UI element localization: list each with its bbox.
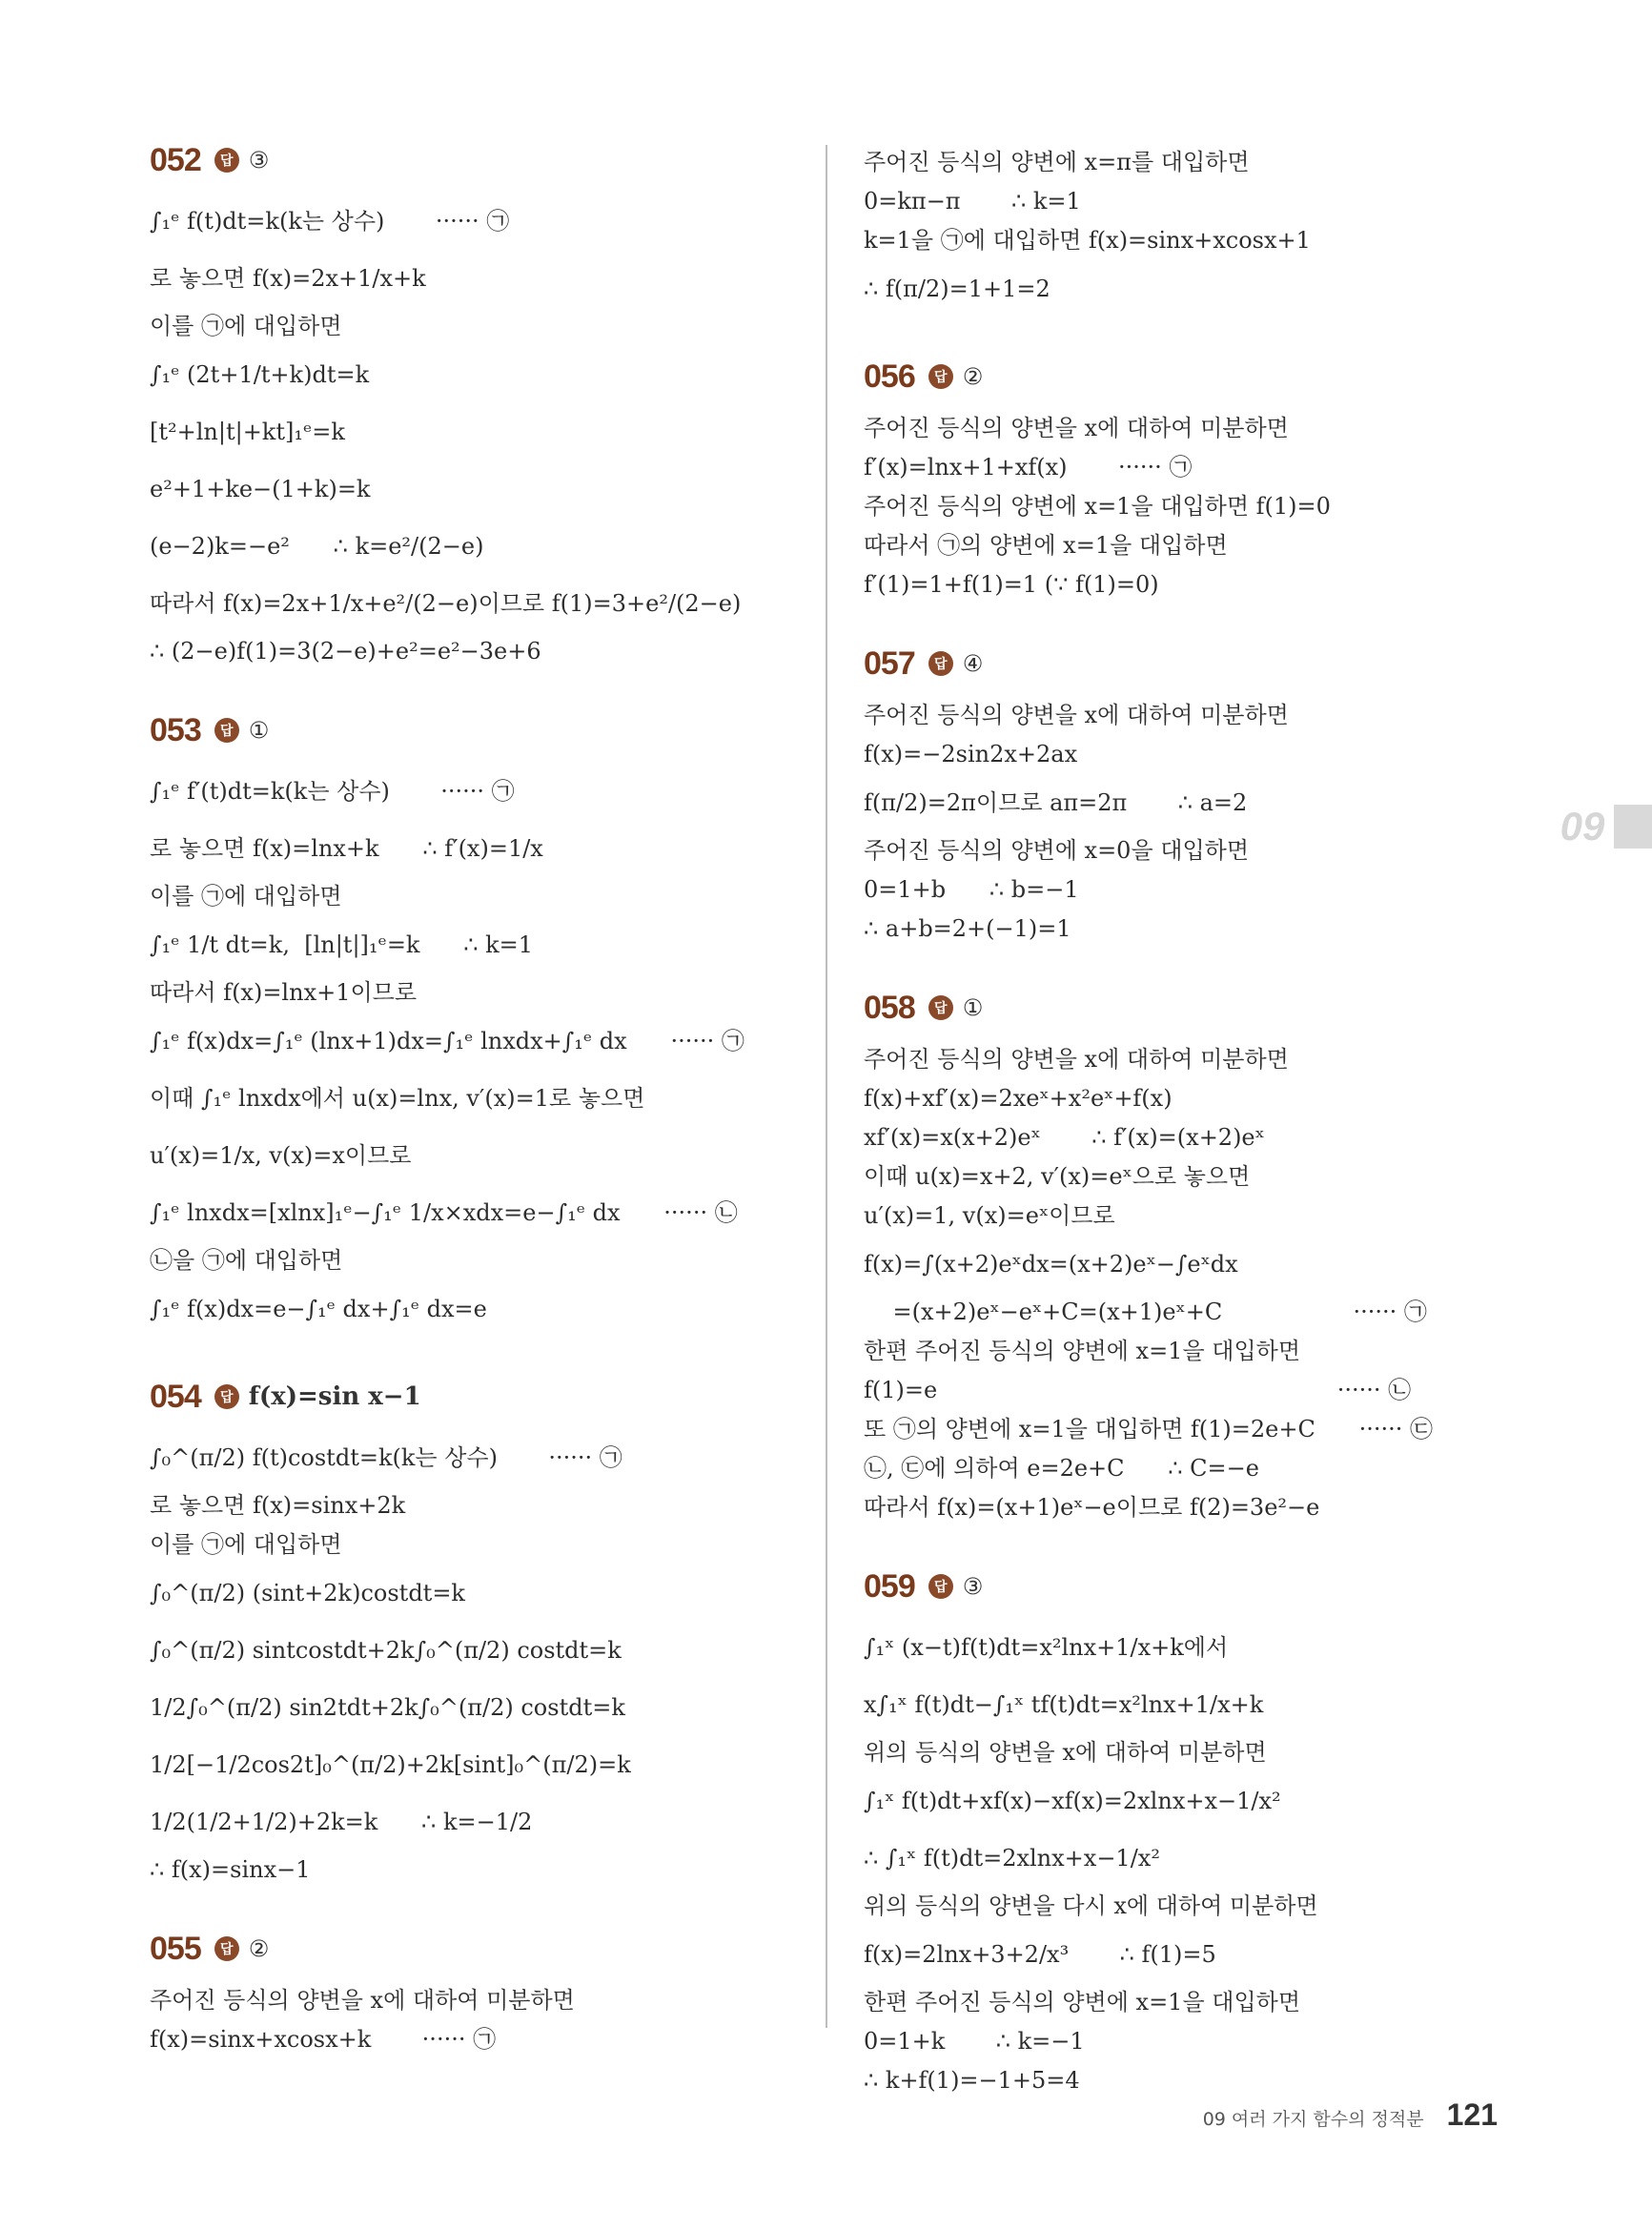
problem-059	[864, 1560, 1483, 2100]
solution-line: ∫₁ᵉ (2t+1/t+k)dt=k	[150, 361, 370, 388]
problem-055-continued	[864, 143, 1483, 317]
solution-line: 위의 등식의 양변을 다시 x에 대하여 미분하면	[864, 1892, 1318, 1919]
solution-line: ∴ f(π/2)=1+1=2	[864, 276, 1050, 302]
answer-badge: 답	[928, 651, 953, 676]
solution-line: ∫₁ˣ f(t)dt+xf(x)−xf(x)=2xlnx+x−1/x²	[864, 1788, 1281, 1814]
solution-line: f(x)=∫(x+2)eˣdx=(x+2)eˣ−∫eˣdx	[864, 1251, 1238, 1278]
solution-line: ∴ ∫₁ˣ f(t)dt=2xlnx+x−1/x²	[864, 1845, 1160, 1872]
page-footer	[1203, 2097, 1498, 2133]
problem-number: 055	[150, 1930, 201, 1967]
solution-line: 또 ㉠의 양변에 x=1을 대입하면 f(1)=2e+C ······ ㉢	[864, 1416, 1434, 1442]
problem-number: 056	[864, 358, 915, 395]
solution-line: 로 놓으면 f(x)=sinx+2k	[150, 1492, 406, 1519]
solution-line: 0=1+k ∴ k=−1	[864, 2028, 1085, 2055]
problem-number: 054	[150, 1378, 201, 1415]
solution-line: f′(1)=1+f(1)=1 (∵ f(1)=0)	[864, 571, 1159, 598]
solution-line: u′(x)=1/x, v(x)=x이므로	[150, 1142, 412, 1169]
solution-line: u′(x)=1, v(x)=eˣ이므로	[864, 1202, 1115, 1229]
solution-line: 로 놓으면 f(x)=lnx+k ∴ f′(x)=1/x	[150, 835, 543, 862]
solution-line: f(x)+xf′(x)=2xeˣ+x²eˣ+f(x)	[864, 1085, 1173, 1112]
solution-line: [t²+ln|t|+kt]₁ᵉ=k	[150, 419, 345, 445]
solution-line: xf′(x)=x(x+2)eˣ ∴ f′(x)=(x+2)eˣ	[864, 1124, 1265, 1151]
solution-line: f(π/2)=2π이므로 aπ=2π ∴ a=2	[864, 789, 1248, 816]
chapter-tab-bar	[1614, 805, 1652, 849]
problem-058	[864, 981, 1483, 1527]
solution-line: 주어진 등식의 양변을 x에 대하여 미분하면	[864, 415, 1289, 441]
answer-badge: 답	[928, 995, 953, 1020]
solution-line: =(x+2)eˣ−eˣ+C=(x+1)eˣ+C ······ ㉠	[864, 1299, 1427, 1325]
solution-line: 로 놓으면 f(x)=2x+1/x+k	[150, 265, 426, 292]
answer-value: ③	[962, 1573, 984, 1600]
answer-badge: 답	[928, 1574, 953, 1599]
problem-052	[150, 133, 817, 671]
problem-header	[864, 637, 1483, 690]
page-number: 121	[1446, 2097, 1498, 2132]
solution-line: 따라서 ㉠의 양변에 x=1을 대입하면	[864, 532, 1228, 559]
solution-line: ∴ f(x)=sinx−1	[150, 1856, 311, 1883]
answer-badge: 답	[214, 718, 239, 743]
solution-line: 1/2∫₀^(π/2) sin2tdt+2k∫₀^(π/2) costdt=k	[150, 1694, 625, 1721]
solution-line: e²+1+ke−(1+k)=k	[150, 476, 371, 502]
problem-header	[864, 981, 1483, 1034]
solution-line: 주어진 등식의 양변에 x=1을 대입하면 f(1)=0	[864, 493, 1331, 520]
solution-line: 따라서 f(x)=2x+1/x+e²/(2−e)이므로 f(1)=3+e²/(2−e)	[150, 590, 742, 617]
solution-line: f(1)=e ······ ㉡	[864, 1377, 1412, 1403]
solution-line: ㉡을 ㉠에 대입하면	[150, 1247, 343, 1274]
answer-value: ①	[248, 717, 270, 744]
answer-badge: 답	[214, 1936, 239, 1961]
solution-line: ∴ k+f(1)=−1+5=4	[864, 2067, 1080, 2094]
solution-line: 이때 u(x)=x+2, v′(x)=eˣ으로 놓으면	[864, 1163, 1251, 1190]
solution-line: x∫₁ˣ f(t)dt−∫₁ˣ tf(t)dt=x²lnx+1/x+k	[864, 1691, 1264, 1718]
problem-header	[150, 1922, 817, 1975]
problem-057	[864, 637, 1483, 949]
solution-line: 한편 주어진 등식의 양변에 x=1을 대입하면	[864, 1338, 1301, 1364]
solution-line: 이를 ㉠에 대입하면	[150, 883, 342, 910]
solution-line: ㉡, ㉢에 의하여 e=2e+C ∴ C=−e	[864, 1455, 1259, 1482]
solution-line: ∫₀^(π/2) f(t)costdt=k(k는 상수) ······ ㉠	[150, 1444, 622, 1471]
problem-number: 057	[864, 644, 915, 682]
solution-line: ∫₁ᵉ lnxdx=[xlnx]₁ᵉ−∫₁ᵉ 1/x×xdx=e−∫₁ᵉ dx ······ ㉡	[150, 1199, 738, 1226]
solution-line: ∫₀^(π/2) (sint+2k)costdt=k	[150, 1580, 465, 1606]
solution-line: ∴ (2−e)f(1)=3(2−e)+e²=e²−3e+6	[150, 638, 541, 665]
solution-line: 따라서 f(x)=lnx+1이므로	[150, 979, 418, 1006]
solution-line: ∫₁ᵉ f(x)dx=e−∫₁ᵉ dx+∫₁ᵉ dx=e	[150, 1296, 487, 1322]
solution-line: f′(x)=lnx+1+xf(x) ······ ㉠	[864, 454, 1193, 481]
solution-line: ∫₁ᵉ f(t)dt=k(k는 상수) ······ ㉠	[150, 208, 510, 235]
right-column	[864, 143, 1483, 2133]
solution-line: ∫₁ᵉ f(x)dx=∫₁ᵉ (lnx+1)dx=∫₁ᵉ lnxdx+∫₁ᵉ dx ······ ㉠	[150, 1028, 744, 1054]
problem-053	[150, 704, 817, 1338]
solution-line: 1/2[−1/2cos2t]₀^(π/2)+2k[sint]₀^(π/2)=k	[150, 1751, 631, 1778]
answer-value: ④	[962, 650, 984, 677]
solution-line: ∴ a+b=2+(−1)=1	[864, 915, 1071, 942]
answer-value: ①	[962, 994, 984, 1021]
solution-line: f(x)=2lnx+3+2/x³ ∴ f(1)=5	[864, 1941, 1216, 1968]
solution-line: ∫₁ᵉ f′(t)dt=k(k는 상수) ······ ㉠	[150, 778, 515, 805]
solution-line: 1/2(1/2+1/2)+2k=k ∴ k=−1/2	[150, 1809, 533, 1835]
solution-line: 이를 ㉠에 대입하면	[150, 1531, 342, 1558]
problem-header	[864, 350, 1483, 403]
solution-line: 주어진 등식의 양변에 x=0을 대입하면	[864, 837, 1250, 864]
answer-badge: 답	[214, 148, 239, 173]
solution-line: 이를 ㉠에 대입하면	[150, 313, 342, 339]
answer-badge: 답	[928, 364, 953, 389]
problem-header	[150, 1370, 817, 1423]
problem-056	[864, 350, 1483, 604]
solution-line: ∫₁ˣ (x−t)f(t)dt=x²lnx+1/x+k에서	[864, 1634, 1229, 1661]
column-divider	[826, 145, 827, 2028]
problem-number: 059	[864, 1567, 915, 1605]
answer-badge: 답	[214, 1384, 239, 1409]
solution-line: 0=1+b ∴ b=−1	[864, 876, 1079, 903]
problem-header	[150, 704, 817, 757]
solution-line: 0=kπ−π ∴ k=1	[864, 188, 1081, 215]
left-column	[150, 133, 817, 2092]
chapter-tab-number: 09	[1560, 804, 1605, 849]
answer-value: ③	[248, 147, 270, 174]
problem-number: 053	[150, 711, 201, 748]
solution-line: f(x)=sinx+xcosx+k ······ ㉠	[150, 2026, 497, 2053]
solution-line: 주어진 등식의 양변을 x에 대하여 미분하면	[864, 1046, 1289, 1073]
answer-value: f(x)=sin x−1	[248, 1382, 421, 1411]
solution-line: 주어진 등식의 양변을 x에 대하여 미분하면	[864, 702, 1289, 728]
solution-line: k=1을 ㉠에 대입하면 f(x)=sinx+xcosx+1	[864, 227, 1311, 254]
solution-line: 주어진 등식의 양변을 x에 대하여 미분하면	[150, 1987, 575, 2014]
solution-line: ∫₁ᵉ 1/t dt=k, [ln|t|]₁ᵉ=k ∴ k=1	[150, 931, 534, 958]
answer-value: ②	[248, 1935, 270, 1962]
solution-line: (e−2)k=−e² ∴ k=e²/(2−e)	[150, 533, 484, 560]
answer-value: ②	[962, 363, 984, 390]
problem-054	[150, 1370, 817, 1890]
chapter-tab	[1551, 805, 1652, 849]
solution-line: f(x)=−2sin2x+2ax	[864, 741, 1078, 767]
solution-line: 이때 ∫₁ᵉ lnxdx에서 u(x)=lnx, v′(x)=1로 놓으면	[150, 1085, 645, 1112]
problem-number: 058	[864, 989, 915, 1026]
problem-055	[150, 1922, 817, 2059]
solution-line: 한편 주어진 등식의 양변에 x=1을 대입하면	[864, 1989, 1301, 2015]
problem-header	[150, 133, 817, 187]
solution-line: 위의 등식의 양변을 x에 대하여 미분하면	[864, 1739, 1267, 1766]
problem-header	[864, 1560, 1483, 1613]
solution-line: 주어진 등식의 양변에 x=π를 대입하면	[864, 149, 1250, 175]
solution-line: 따라서 f(x)=(x+1)eˣ−e이므로 f(2)=3e²−e	[864, 1494, 1320, 1521]
problem-number: 052	[150, 141, 201, 178]
solution-line: ∫₀^(π/2) sintcostdt+2k∫₀^(π/2) costdt=k	[150, 1637, 622, 1664]
footer-chapter-title: 09 여러 가지 함수의 정적분	[1202, 2109, 1424, 2130]
